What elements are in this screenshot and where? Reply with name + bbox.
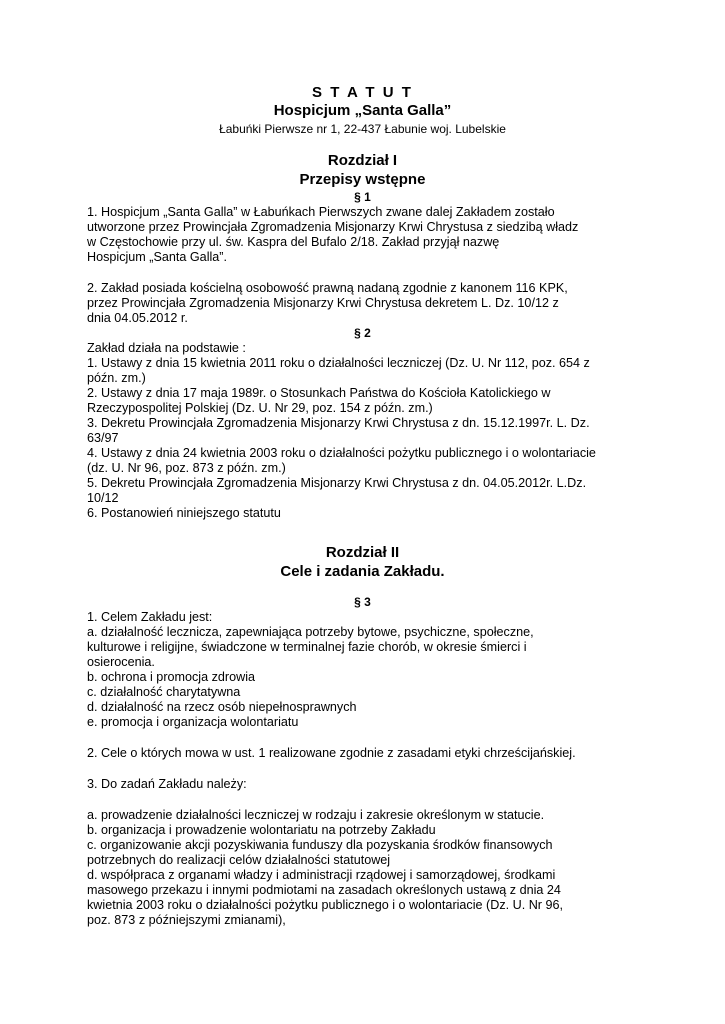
text-line: 2. Cele o których mowa w ust. 1 realizowane zgodnie z zasadami etyki chrześcijańskiej. — [87, 746, 576, 760]
text-line: 2. Zakład posiada kościelną osobowość prawną nadaną zgodnie z kanonem 116 KPK, — [87, 281, 568, 295]
paragraph-2-marker: § 2 — [354, 326, 371, 340]
chapter-1-title: Rozdział I — [327, 152, 398, 169]
text-line: kwietnia 2003 roku o działalności pożytku publicznego i o wolontariacie (Dz. U. Nr 96, — [87, 898, 564, 912]
text-line: (dz. U. Nr 96, poz. 873 z późn. zm.) — [87, 461, 286, 475]
chapter-2-subtitle: Cele i zadania Zakładu. — [280, 563, 445, 580]
text-line: dnia 04.05.2012 r. — [87, 311, 188, 325]
text-line: a. prowadzenie działalności leczniczej w rodzaju i zakresie określonym w statucie. — [87, 808, 545, 822]
text-line: e. promocja i organizacja wolontariatu — [87, 715, 299, 729]
text-line: późn. zm.) — [87, 371, 146, 385]
text-line: 3. Do zadań Zakładu należy: — [87, 777, 247, 791]
text-line: 1. Ustawy z dnia 15 kwietnia 2011 roku o działalności leczniczej (Dz. U. Nr 112, poz. 654 z — [87, 356, 590, 370]
text-line: 1. Hospicjum „Santa Galla” w Łabuńkach Pierwszych zwane dalej Zakładem zostało — [87, 205, 555, 219]
text-line: Zakład działa na podstawie : — [87, 341, 246, 355]
text-line: 2. Ustawy z dnia 17 maja 1989r. o Stosunkach Państwa do Kościoła Katolickiego w — [87, 386, 551, 400]
text-line: w Częstochowie przy ul. św. Kaspra del Bufalo 2/18. Zakład przyjął nazwę — [87, 235, 500, 249]
chapter-1-subtitle: Przepisy wstępne — [299, 171, 426, 188]
text-line: masowego przekazu i innymi podmiotami na zasadach określonych ustawą z dnia 24 — [87, 883, 561, 897]
text-line: 6. Postanowień niniejszego statutu — [87, 506, 281, 520]
text-line: d. współpraca z organami władzy i administracji rządowej i samorządowej, środkami — [87, 868, 556, 882]
paragraph-3-marker: § 3 — [354, 595, 371, 609]
text-line: 63/97 — [87, 431, 119, 445]
address-line: Łabuńki Pierwsze nr 1, 22-437 Łabunie woj. Lubelskie — [219, 122, 506, 136]
text-line: osierocenia. — [87, 655, 155, 669]
text-line: b. ochrona i promocja zdrowia — [87, 670, 255, 684]
text-line: kulturowe i religijne, świadczone w terminalnej fazie chorób, w okresie śmierci i — [87, 640, 527, 654]
text-line: 4. Ustawy z dnia 24 kwietnia 2003 roku o działalności pożytku publicznego i o wolontariacie — [87, 446, 596, 460]
text-line: 3. Dekretu Prowincjała Zgromadzenia Misjonarzy Krwi Chrystusa z dn. 15.12.1997r. L. Dz. — [87, 416, 590, 430]
text-line: d. działalność na rzecz osób niepełnosprawnych — [87, 700, 357, 714]
text-line: przez Prowincjała Zgromadzenia Misjonarzy Krwi Chrystusa dekretem L. Dz. 10/12 z — [87, 296, 559, 310]
document-title: S T A T U T — [312, 84, 413, 101]
chapter-2-title: Rozdział II — [325, 544, 400, 561]
paragraph-1-marker: § 1 — [354, 190, 371, 204]
text-line: a. działalność lecznicza, zapewniająca potrzeby bytowe, psychiczne, społeczne, — [87, 625, 534, 639]
text-line: 5. Dekretu Prowincjała Zgromadzenia Misjonarzy Krwi Chrystusa z dn. 04.05.2012r. L.Dz. — [87, 476, 587, 490]
text-line: c. organizowanie akcji pozyskiwania funduszy dla pozyskania środków finansowych — [87, 838, 553, 852]
text-line: 1. Celem Zakładu jest: — [87, 610, 213, 624]
text-line: 10/12 — [87, 491, 119, 505]
text-line: utworzone przez Prowincjała Zgromadzenia Misjonarzy Krwi Chrystusa z siedzibą władz — [87, 220, 579, 234]
text-line: c. działalność charytatywna — [87, 685, 241, 699]
text-line: poz. 873 z późniejszymi zmianami), — [87, 913, 286, 927]
text-line: b. organizacja i prowadzenie wolontariatu na potrzeby Zakładu — [87, 823, 436, 837]
text-line: Hospicjum „Santa Galla”. — [87, 250, 227, 264]
document-subtitle: Hospicjum „Santa Galla” — [273, 102, 452, 119]
text-line: Rzeczypospolitej Polskiej (Dz. U. Nr 29, poz. 154 z późn. zm.) — [87, 401, 433, 415]
text-line: potrzebnych do realizacji celów działalności statutowej — [87, 853, 391, 867]
